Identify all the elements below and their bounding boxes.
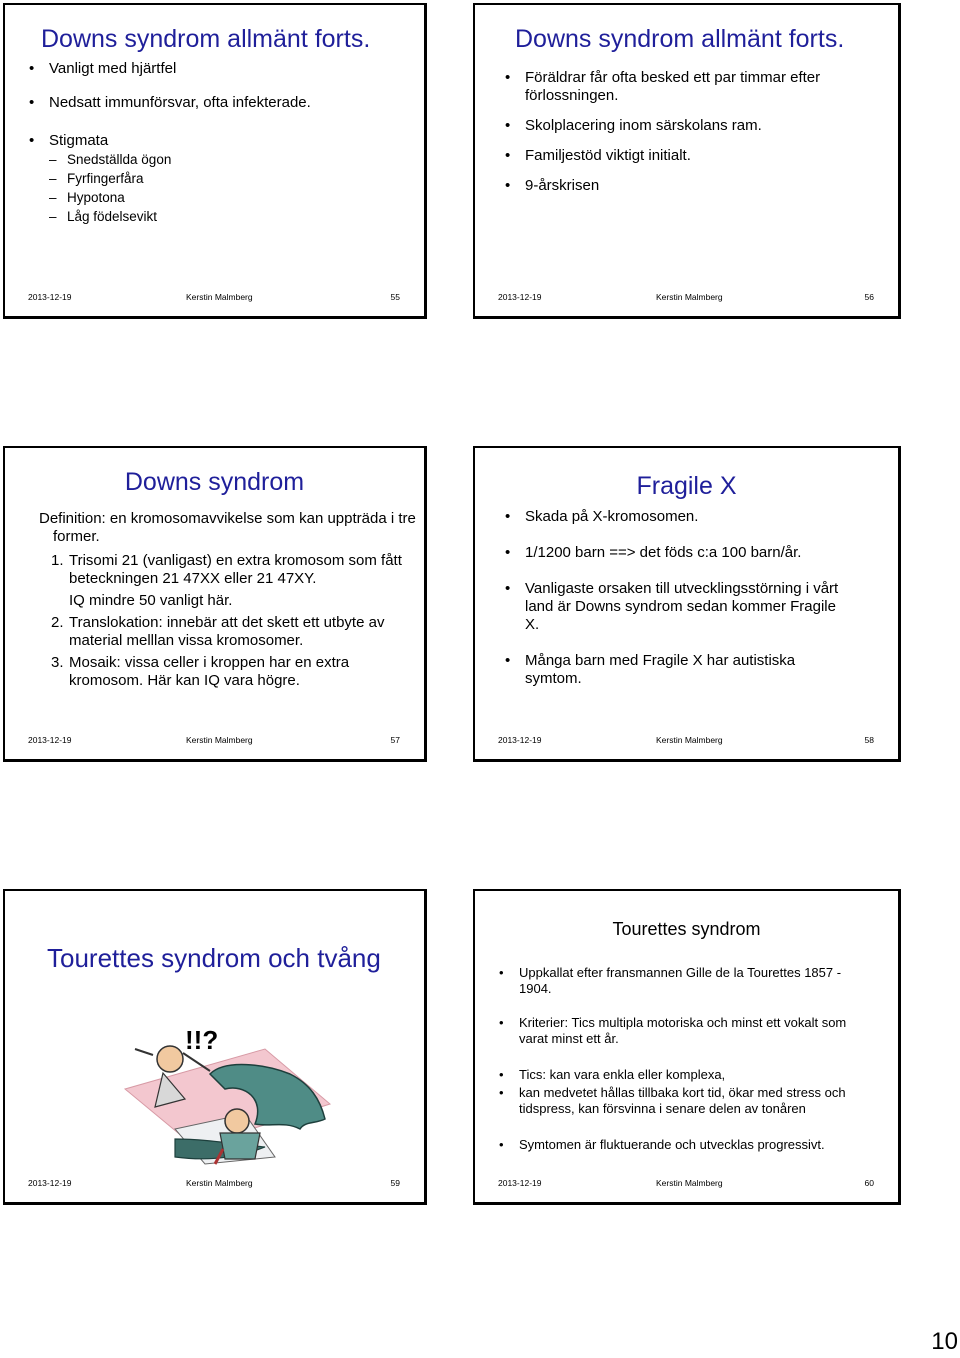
bullet-item: • 9-årskrisen <box>503 177 863 195</box>
slide-58 <box>473 446 901 762</box>
sub-bullet-item: – Låg födelsevikt <box>27 207 417 226</box>
footer-date: 2013-12-19 <box>28 735 72 745</box>
slide-55 <box>3 3 427 319</box>
footer-date: 2013-12-19 <box>498 735 542 745</box>
footer-author: Kerstin Malmberg <box>656 1178 723 1188</box>
slide-number: 59 <box>390 1178 400 1188</box>
slide-footer <box>475 735 898 749</box>
footer-date: 2013-12-19 <box>498 1178 542 1188</box>
bullet-item: • Nedsatt immunförsvar, ofta infekterade. <box>27 94 417 112</box>
item-number: 3. <box>51 654 64 671</box>
bullet-item: • Skada på X-kromosomen. <box>503 508 853 526</box>
bullet-item: • Tics: kan vara enkla eller komplexa, <box>497 1067 877 1083</box>
definition-text: Definition: en kromosomavvikelse som kan uppträda i tre former. <box>39 510 416 545</box>
item-number: 1. <box>51 552 64 569</box>
footer-date: 2013-12-19 <box>498 292 542 302</box>
frustrated-person-clipart <box>115 1029 345 1169</box>
sub-bullet-item: – Snedställda ögon <box>27 150 417 169</box>
slide-60 <box>473 889 901 1205</box>
slide-title: Fragile X <box>636 472 737 500</box>
bullet-item: • kan medvetet hållas tillbaka kort tid, ökar med stress och tidspress, kan försvinna i senare delen av tonåren <box>497 1085 877 1117</box>
slide-number: 57 <box>390 735 400 745</box>
item-text: Mosaik: vissa celler i kroppen har en extra kromosom. Här kan IQ vara högre. <box>69 654 350 689</box>
slide-body <box>39 510 425 690</box>
slide-body <box>503 508 853 688</box>
footer-author: Kerstin Malmberg <box>186 292 253 302</box>
numbered-item <box>39 614 425 650</box>
slide-title: Tourettes syndrom och tvång <box>47 943 381 973</box>
item-number: 2. <box>51 614 64 631</box>
slide-body <box>503 69 863 195</box>
footer-author: Kerstin Malmberg <box>186 735 253 745</box>
numbered-item <box>39 552 425 588</box>
page-number: 10 <box>931 1328 958 1355</box>
slide-footer <box>5 735 424 749</box>
footer-author: Kerstin Malmberg <box>656 292 723 302</box>
slide-number: 60 <box>864 1178 874 1188</box>
item-text: Translokation: innebär att det skett ett utbyte av material melllan vissa kromosomer. <box>69 614 385 649</box>
slide-number: 56 <box>864 292 874 302</box>
exclamation-text: !!? <box>185 1029 219 1055</box>
footer-date: 2013-12-19 <box>28 292 72 302</box>
bullet-item: • Uppkallat efter fransmannen Gille de la Tourettes 1857 - 1904. <box>497 965 877 997</box>
footer-author: Kerstin Malmberg <box>186 1178 253 1188</box>
bullet-item: • Kriterier: Tics multipla motoriska och minst ett vokalt som varat minst ett år. <box>497 1015 877 1047</box>
slide-number: 58 <box>864 735 874 745</box>
numbered-item <box>39 654 425 690</box>
slide-body <box>27 60 417 226</box>
bullet-item: • 1/1200 barn ==> det föds c:a 100 barn/år. <box>503 544 853 562</box>
numbered-item <box>39 592 425 610</box>
item-text: Trisomi 21 (vanligast) en extra kromosom som fått beteckningen 21 47XX eller 21 47XY. <box>69 552 402 587</box>
slide-title: Downs syndrom allmänt forts. <box>41 25 371 53</box>
bullet-item: • Skolplacering inom särskolans ram. <box>503 117 863 135</box>
slide-title: Downs syndrom allmänt forts. <box>515 25 845 53</box>
bullet-item: • Vanligaste orsaken till utvecklingsstörning i vårt land är Downs syndrom sedan kommer Fragile X. <box>503 580 853 634</box>
slide-59 <box>3 889 427 1205</box>
footer-date: 2013-12-19 <box>28 1178 72 1188</box>
slide-body <box>497 965 877 1153</box>
slide-57 <box>3 446 427 762</box>
sub-bullet-item: – Fyrfingerfåra <box>27 169 417 188</box>
bullet-item: • Familjestöd viktigt initialt. <box>503 147 863 165</box>
slide-title: Tourettes syndrom <box>612 919 761 939</box>
bullet-item: • Symtomen är fluktuerande och utvecklas progressivt. <box>497 1137 877 1153</box>
bullet-item: • Stigmata <box>27 132 417 150</box>
slide-title: Downs syndrom <box>124 468 305 496</box>
slide-footer <box>475 1178 898 1192</box>
item-text: IQ mindre 50 vanligt här. <box>69 592 233 609</box>
bullet-item: • Föräldrar får ofta besked ett par timmar efter förlossningen. <box>503 69 863 105</box>
slide-56 <box>473 3 901 319</box>
slide-footer <box>5 292 424 306</box>
slide-footer <box>475 292 898 306</box>
footer-author: Kerstin Malmberg <box>656 735 723 745</box>
bullet-item: • Vanligt med hjärtfel <box>27 60 417 78</box>
bullet-item: • Många barn med Fragile X har autistiska symtom. <box>503 652 853 688</box>
slide-number: 55 <box>390 292 400 302</box>
sub-bullet-item: – Hypotona <box>27 188 417 207</box>
slide-footer <box>5 1178 424 1192</box>
